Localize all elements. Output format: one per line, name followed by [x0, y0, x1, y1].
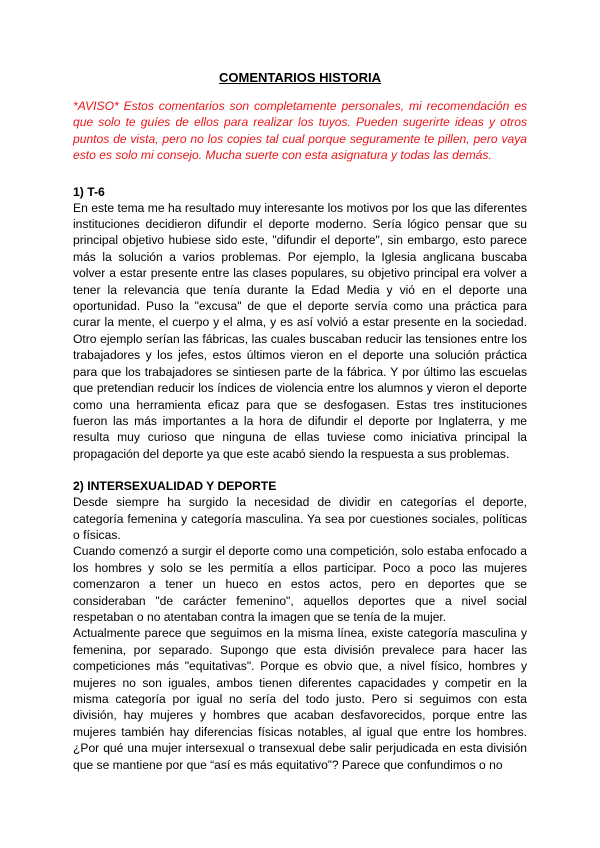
section-2	[73, 478, 527, 773]
paragraph: Desde siempre ha surgido la necesidad de dividir en categorías el deporte, categoría femenina y categoría masculina. Ya sea por cuestiones sociales, políticas o físicas.	[73, 495, 527, 542]
paragraph: En este tema me ha resultado muy interesante los motivos por los que las diferentes instituciones decidieron difundir el deporte moderno. Sería lógico pensar que su principal objetivo hubiese sido este, "difundir el deporte", sin embargo, esto parece más la solución a varios problemas. Por ejemplo, la Iglesia anglicana buscaba volver a estar presente entre las clases populares, su objetivo principal era volver a tener la relevancia que tenía durante la Edad Media y vió en el deporte una oportunidad. Puso la "excusa" de que el deporte servía como una práctica para curar la mente, el cuerpo y el alma, y es así volvió a estar presente en la sociedad. Otro ejemplo serían las fábricas, las cuales buscaban reducir las tensiones entre los trabajadores y los jefes, estos últimos vieron en el deporte una solución práctica para que los trabajadores se sintiesen parte de la fábrica. Y por último las escuelas que pretendian reducir los índices de violencia entre los alumnos y vieron el deporte como una herramienta eficaz para que se desfogasen. Estas tres instituciones fueron las más importantes a la hora de difundir el deporte por Inglaterra, y me resulta muy curioso que ninguna de ellas tuviese como iniciativa principal la propagación del deporte ya que este acabó siendo la respuesta a sus problemas.	[73, 200, 527, 461]
warning-notice: *AVISO* Estos comentarios son completamente personales, mi recomendación es que solo te guíes de ellos para realizar los tuyos. Pueden sugerirte ideas y otros puntos de vista, pero no los copies tal cual porque seguramente te pillen, pero vaya esto es solo mi consejo. Mucha suerte con esta asignatura y todas las demás.	[73, 99, 527, 163]
section-heading: 1) T-6	[73, 184, 105, 199]
paragraph: Cuando comenzó a surgir el deporte como una competición, solo estaba enfocado a los hombres y solo se les permitía a ellos participar. Poco a poco las mujeres comenzaron a tener un hueco en estos actos, pero en deportes que se consideraban "de carácter femenino", aquellos deportes que a nivel social respetaban o no atentaban contra la imagen que se tenía de la mujer.	[73, 544, 527, 624]
section-heading: 2) INTERSEXUALIDAD Y DEPORTE	[73, 479, 277, 494]
document-title: COMENTARIOS HISTORIA	[218, 70, 382, 85]
section-1	[73, 184, 527, 463]
paragraph: Actualmente parece que seguimos en la misma línea, existe categoría masculina y femenina, por separado. Supongo que esta división prevalece para hacer las competiciones más "equitativas". Porque es obvio que, a nivel físico, hombres y mujeres no son iguales, ambos tienen diferentes capacidades y competir en la misma categoría por igual no sería del todo justo. Pero si seguimos con esta división, hay mujeres y hombres que acaban desfavorecidos, porque entre las mujeres también hay diferencias físicas notables, al igual que entre los hombres. ¿Por qué una mujer intersexual o transexual debe salir perjudicada en esta división que se mantiene por que “así es más equitativo”? Parece que confundimos o no	[73, 626, 527, 772]
